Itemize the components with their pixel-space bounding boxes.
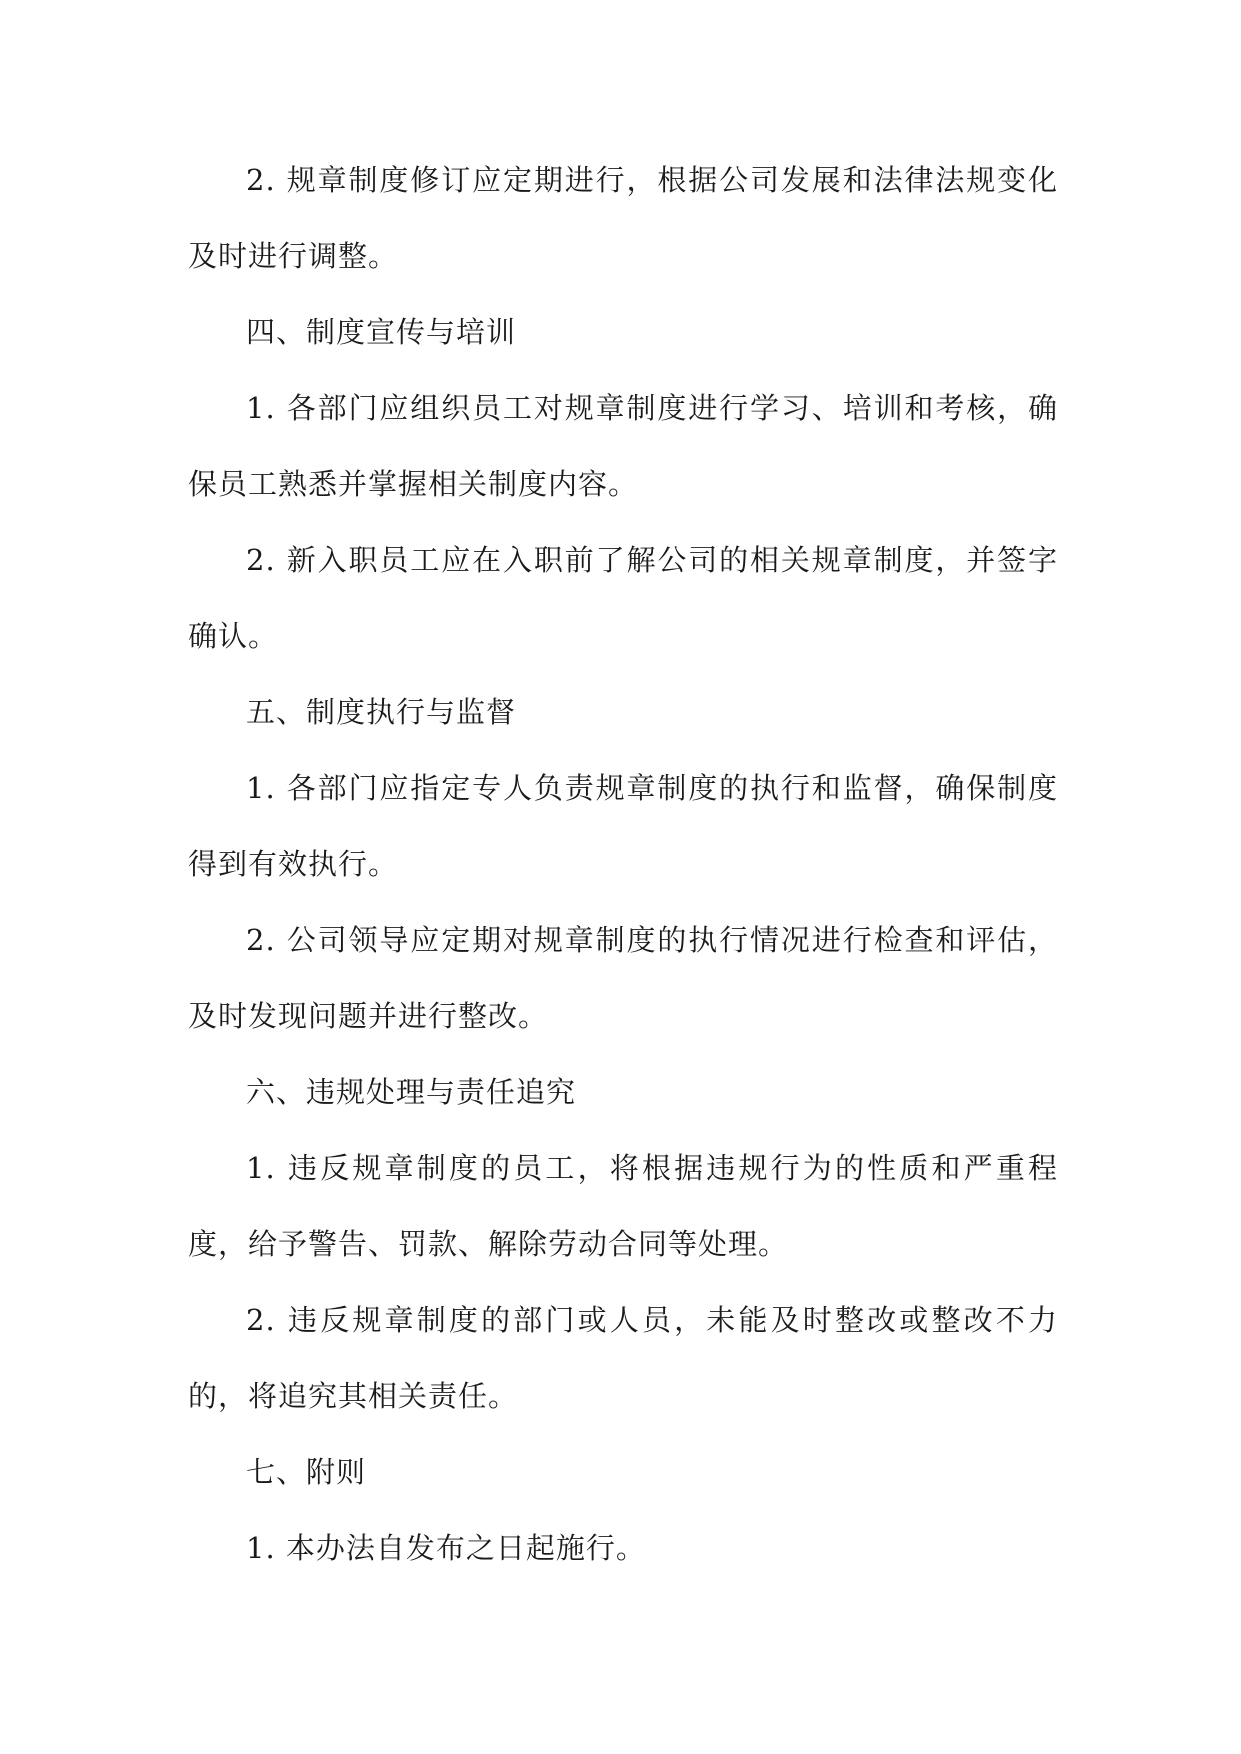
clause-effective-date: 1. 本办法自发布之日起施行。 — [246, 1531, 646, 1565]
clause-department-violation: 2. 违反规章制度的部门或人员，未能及时整改或整改不力的，将追究其相关责任。 — [188, 1303, 1058, 1413]
document-body — [188, 142, 1058, 1586]
section-heading-violation-handling: 六、违规处理与责任追究 — [246, 1075, 577, 1109]
clause-leadership-inspection: 2. 公司领导应定期对规章制度的执行情况进行检查和评估，及时发现问题并进行整改。 — [188, 923, 1058, 1033]
clause-department-training: 1. 各部门应组织员工对规章制度进行学习、培训和考核，确保员工熟悉并掌握相关制度内容。 — [188, 391, 1058, 501]
section-heading-execution-supervision: 五、制度执行与监督 — [246, 695, 517, 729]
section-heading-publicity-training: 四、制度宣传与培训 — [246, 315, 517, 349]
clause-designated-supervisor: 1. 各部门应指定专人负责规章制度的执行和监督，确保制度得到有效执行。 — [188, 771, 1058, 881]
section-heading-supplementary: 七、附则 — [246, 1455, 367, 1489]
clause-revision-timing: 2. 规章制度修订应定期进行，根据公司发展和法律法规变化及时进行调整。 — [188, 163, 1058, 273]
clause-new-employee-confirmation: 2. 新入职员工应在入职前了解公司的相关规章制度，并签字确认。 — [188, 543, 1058, 653]
clause-employee-violation: 1. 违反规章制度的员工，将根据违规行为的性质和严重程度，给予警告、罚款、解除劳动合同等处理。 — [188, 1151, 1058, 1261]
